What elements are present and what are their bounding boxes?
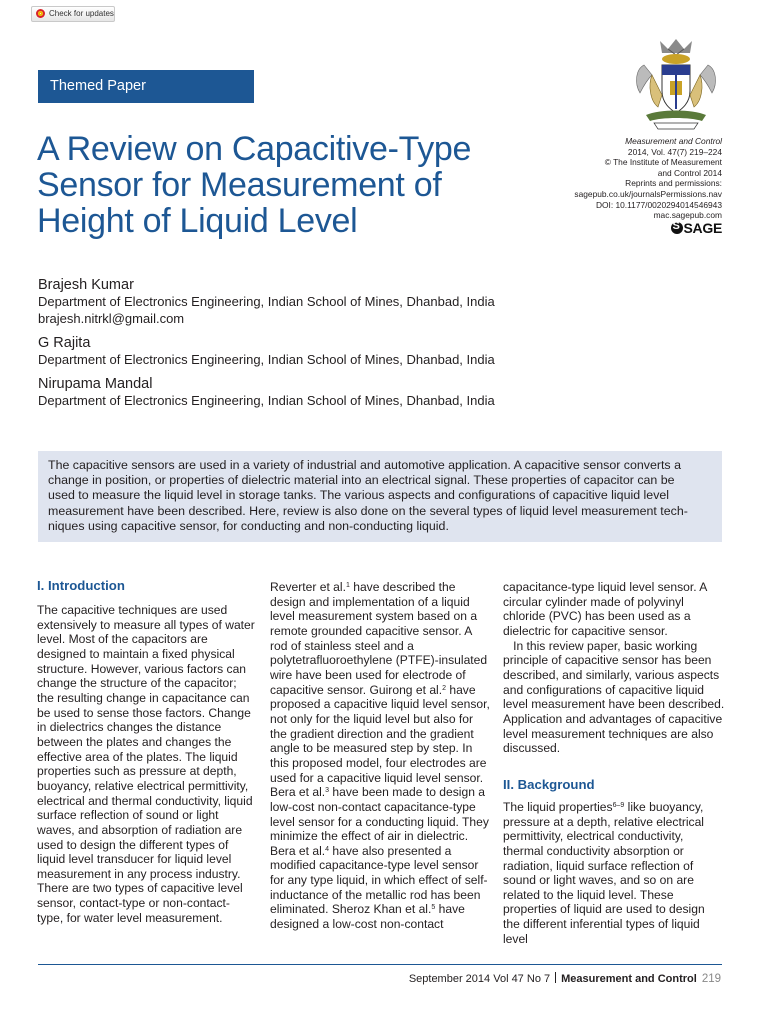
body-line: buoyancy, relative electrical permittivity, [37, 778, 249, 793]
author-email[interactable]: brajesh.nitrkl@gmail.com [38, 311, 185, 326]
body-line: type, for water level measurement. [37, 910, 223, 925]
journal-website-link[interactable]: mac.sagepub.com [653, 210, 722, 221]
body-line: level sensor for a conducting liquid. They [270, 814, 489, 829]
body-line: permittivity, electrical conductivity, [503, 829, 684, 844]
body-line: be used to sense those factors. Change [37, 705, 251, 720]
body-line: structure. However, various factors can [37, 661, 247, 676]
body-line: capacitance-type liquid level sensor. A [503, 580, 708, 594]
author-name: G Rajita [38, 335, 91, 351]
body-line: Bera et al.$^3$ have been made to design a [270, 785, 486, 800]
institute-crest-icon [630, 35, 722, 133]
body-line: used to design the different types of [37, 837, 229, 852]
body-line: capacitive sensor. Guirong et al.$^2$ have [270, 682, 476, 697]
title-line: Height of Liquid Level [37, 202, 358, 240]
page-number: 219 [701, 973, 721, 985]
body-line: surface reflection of sound or light [37, 808, 219, 823]
body-line: remote grounded capacitive sensor. A [270, 623, 473, 638]
body-line: sensor, contact-type or non-contact- [37, 896, 230, 911]
sage-logo-text: SAGE [683, 220, 722, 236]
check-updates-label: Check for updates [49, 9, 114, 18]
sage-icon [671, 222, 683, 234]
permissions-link[interactable]: sagepub.co.uk/journalsPermissions.nav [574, 188, 722, 199]
body-line: not only for the liquid level but also for [270, 711, 474, 726]
body-line: the resulting change in capacitance can [37, 690, 250, 705]
body-line: related to the liquid level. These [503, 887, 674, 902]
footer-rule [38, 964, 722, 965]
abstract-line: measurement have been described. Here, review is also done on the several types of liquid level measurement tech- [48, 503, 688, 518]
sage-logo [671, 220, 722, 236]
citation-ref[interactable]: 1 [345, 582, 350, 589]
body-line: measurement in any process industry. [37, 866, 241, 881]
column-1 [37, 578, 255, 925]
themed-paper-banner: Themed Paper [38, 70, 254, 103]
body-line: radiation, liquid surface reflection of [503, 858, 694, 873]
body-line: Bera et al.$^4$ have also presented a [270, 843, 452, 858]
footer-volume: Vol 47 [493, 973, 524, 985]
body-line: inductance of the metallic rod has been [270, 887, 481, 902]
body-line: Application and advantages of capacitive [503, 711, 723, 726]
abstract-line: niques using capacitive sensor, for conducting and non-conducting liquid. [48, 518, 449, 533]
copyright-line: © The Institute of Measurement [604, 157, 722, 168]
citation-ref[interactable]: 5 [431, 904, 436, 912]
body-line: electrical and thermal conductivity, liquid [37, 793, 253, 808]
body-line: eliminated. Sheroz Khan et al.$^5$ have [270, 902, 465, 917]
body-line: There are two types of capacitive level [37, 881, 243, 896]
body-line: in dielectrics changes the distance [37, 720, 222, 735]
copyright-line: and Control 2014 [657, 167, 722, 178]
column-3 [503, 580, 725, 946]
body-line: principle of capacitive sensor has been [503, 653, 712, 668]
abstract-line: used to measure the liquid level in storage tanks. The various aspects and configurations of capacitive liquid level [48, 488, 670, 503]
body-line: chloride (PVC) has been used as a [503, 609, 691, 624]
author-affiliation: Department of Electronics Engineering, Indian School of Mines, Dhanbad, India [38, 393, 495, 408]
journal-info [492, 136, 722, 221]
body-line: sound or light waves, and so on are [503, 873, 694, 888]
author-affiliation: Department of Electronics Engineering, Indian School of Mines, Dhanbad, India [38, 352, 495, 367]
body-line: minimize the effect of air in dielectric. [270, 829, 469, 844]
body-line: thermal conductivity absorption or [503, 843, 684, 858]
footer-date: September 2014 [408, 973, 491, 985]
body-line: designed a low-cost non-contact [270, 917, 444, 932]
footer-separator [555, 972, 556, 983]
citation-ref[interactable]: 4 [325, 845, 330, 853]
body-line: the different inferential types of liquid level [503, 917, 700, 946]
section-heading-background: II. Background [503, 776, 595, 792]
body-line: effective area of the plates. The liquid [37, 749, 238, 764]
body-line: In this review paper, basic working [503, 638, 698, 653]
body-line: for any type liquid, in which effect of self- [270, 873, 488, 888]
doi[interactable]: DOI: 10.1177/0020294014546943 [595, 199, 722, 210]
body-line: designed to maintain a fixed physical [37, 646, 235, 661]
citation-ref[interactable]: 3 [325, 787, 330, 795]
check-updates-icon [36, 9, 45, 18]
author-name: Brajesh Kumar [38, 277, 134, 293]
reprints-label: Reprints and permissions: [625, 178, 722, 189]
body-line: waves, and absorption of radiation are [37, 822, 243, 837]
body-line: proposed a capacitive liquid level sensor, [270, 697, 490, 712]
body-line: used for a capacitive liquid level sensor. [270, 770, 484, 785]
body-line: The capacitive techniques are used [37, 603, 228, 617]
footer-journal: Measurement and Control [561, 973, 697, 985]
citation-ref[interactable]: 2 [442, 684, 446, 692]
body-line: liquid level transducer for liquid level [37, 852, 232, 867]
body-line: low-cost non-contact capacitance-type [270, 799, 476, 814]
body-line: level measurement have been described. [503, 697, 725, 712]
footer-issue: No 7 [526, 973, 551, 985]
body-line: this proposed model, four electrodes are [270, 755, 487, 770]
body-line: dielectric for capacitive sensor. [503, 623, 668, 638]
body-line: level measurement system based on a [270, 609, 478, 624]
body-line: level measurement techniques are also [503, 726, 714, 741]
citation-ref[interactable]: 6–9 [612, 801, 625, 809]
author-affiliation: Department of Electronics Engineering, Indian School of Mines, Dhanbad, India [38, 294, 495, 309]
body-line: modified capacitance-type level sensor [270, 858, 479, 873]
journal-volume: 2014, Vol. 47(7) 219–224 [627, 146, 722, 157]
body-line: properties such as pressure at depth, [37, 764, 237, 779]
journal-name: Measurement and Control [625, 136, 722, 146]
body-line: pressure at a depth, relative electrical [503, 814, 704, 829]
paper-title [37, 131, 557, 239]
body-line: circular cylinder made of polyvinyl [503, 594, 684, 609]
title-line: A Review on Capacitive-Type [37, 130, 472, 168]
body-line: change the structure of the capacitor; [37, 676, 237, 691]
body-line: angle to be measured step by step. In [270, 741, 473, 756]
body-line: Reverter et al.$^1$ have described the [270, 580, 456, 594]
column-2 [270, 580, 492, 932]
body-line: level. Most of the capacitors are [37, 632, 208, 647]
body-line: rod of stainless steel and a [270, 638, 414, 653]
body-line: wire have been used for electrode of [270, 667, 466, 682]
section-heading-introduction: I. Introduction [37, 578, 125, 593]
body-line: the gradient direction and the gradient [270, 726, 474, 741]
body-line: discussed. [503, 741, 561, 756]
author-name: Nirupama Mandal [38, 376, 153, 392]
body-line: and configurations of capacitive liquid [503, 682, 705, 697]
abstract-line: change in position, or properties of dielectric material into an electrical signal. These properties of capacitor can be [48, 473, 675, 488]
body-line: The liquid properties$^{6-9}$ like buoyancy, [503, 799, 704, 814]
body-line: described, and similarly, various aspects [503, 667, 720, 682]
body-line: between the plates and changes the [37, 734, 232, 749]
body-line: design and implementation of a liquid [270, 594, 470, 609]
abstract-box [38, 451, 722, 542]
page-footer [409, 972, 721, 986]
title-line: Sensor for Measurement of [37, 166, 442, 204]
body-line: properties of liquid are used to design [503, 902, 705, 917]
body-line: polytetrafluoroethylene (PTFE)-insulated [270, 653, 488, 668]
abstract-line: The capacitive sensors are used in a variety of industrial and automotive application. A capacitive sensor converts a [48, 458, 681, 472]
body-line: extensively to measure all types of water [37, 617, 255, 632]
check-for-updates-button[interactable] [31, 6, 115, 22]
